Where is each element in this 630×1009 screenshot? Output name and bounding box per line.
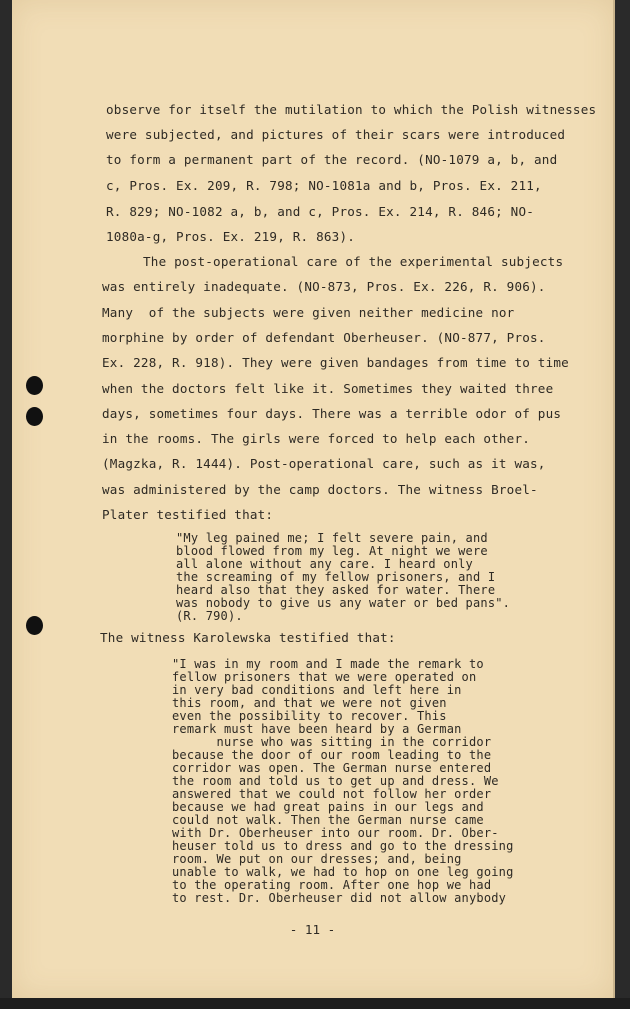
punch-hole-bottom (26, 616, 43, 635)
quote-line: all alone without any care. I heard only (176, 557, 473, 571)
quote-line: with Dr. Oberheuser into our room. Dr. Ober- (172, 826, 499, 840)
text-line: 1080a-g, Pros. Ex. 219, R. 863). (106, 229, 356, 244)
quote-line: in very bad conditions and left here in (172, 683, 462, 697)
text-line: in the rooms. The girls were forced to help each other. (102, 431, 531, 446)
punch-hole-top (26, 376, 43, 395)
text-line: R. 829; NO-1082 a, b, and c, Pros. Ex. 214, R. 846; NO- (106, 204, 535, 219)
quote-line: (R. 790). (176, 609, 243, 623)
quote-line: heuser told us to dress and go to the dressing (172, 839, 514, 853)
quote-line: this room, and that we were not given (172, 696, 447, 710)
scan-border (0, 998, 630, 1009)
quote-line: heard also that they asked for water. There (176, 583, 496, 597)
page-number: - 11 - (289, 922, 336, 937)
quote-line: even the possibility to recover. This (172, 709, 447, 723)
quote-line: to rest. Dr. Oberheuser did not allow anybody (172, 891, 507, 905)
text-line: was administered by the camp doctors. The witness Broel- (102, 482, 538, 497)
quote-line: fellow prisoners that we were operated on (172, 670, 477, 684)
quote-line: the room and told us to get up and dress. We (172, 774, 499, 788)
quote-line: blood flowed from my leg. At night we were (176, 544, 488, 558)
text-line: Ex. 228, R. 918). They were given bandages from time to time (102, 355, 569, 370)
quote-line: unable to walk, we had to hop on one leg going (172, 865, 514, 879)
quote-line: because we had great pains in our legs and (172, 800, 484, 814)
text-line: were subjected, and pictures of their scars were introduced (106, 127, 566, 142)
quote-line: remark must have been heard by a German (172, 722, 462, 736)
text-line: c, Pros. Ex. 209, R. 798; NO-1081a and b, Pros. Ex. 211, (106, 178, 542, 193)
quote-line: "I was in my room and I made the remark to (172, 657, 484, 671)
quote-line: was nobody to give us any water or bed pans". (176, 596, 511, 610)
text-line: Plater testified that: (102, 507, 274, 522)
quote-line: room. We put on our dresses; and, being (172, 852, 462, 866)
text-line: The post-operational care of the experimental subjects (143, 254, 564, 269)
text-line: Many of the subjects were given neither medicine nor (102, 305, 515, 320)
quote-line: to the operating room. After one hop we had (172, 878, 492, 892)
quote-line: answered that we could not follow her order (172, 787, 492, 801)
text-line: morphine by order of defendant Oberheuser. (NO-877, Pros. (102, 330, 546, 345)
quote-line: could not walk. Then the German nurse came (172, 813, 484, 827)
typed-page (12, 0, 615, 998)
quote-line: "My leg pained me; I felt severe pain, and (176, 531, 488, 545)
text-line: days, sometimes four days. There was a terrible odor of pus (102, 406, 562, 421)
text-line: to form a permanent part of the record. (NO-1079 a, b, and (106, 152, 558, 167)
quote-line: corridor was open. The German nurse entered (172, 761, 492, 775)
quote-line: the screaming of my fellow prisoners, and I (176, 570, 496, 584)
punch-hole-middle (26, 407, 43, 426)
quote-line: because the door of our room leading to the (172, 748, 492, 762)
text-line: observe for itself the mutilation to which the Polish witnesses (106, 102, 597, 117)
text-line: (Magzka, R. 1444). Post-operational care, such as it was, (102, 456, 546, 471)
text-line: was entirely inadequate. (NO-873, Pros. Ex. 226, R. 906). (102, 279, 546, 294)
paragraph-3: The witness Karolewska testified that: (100, 630, 396, 645)
quote-line: nurse who was sitting in the corridor (172, 735, 492, 749)
text-line: when the doctors felt like it. Sometimes they waited three (102, 381, 554, 396)
